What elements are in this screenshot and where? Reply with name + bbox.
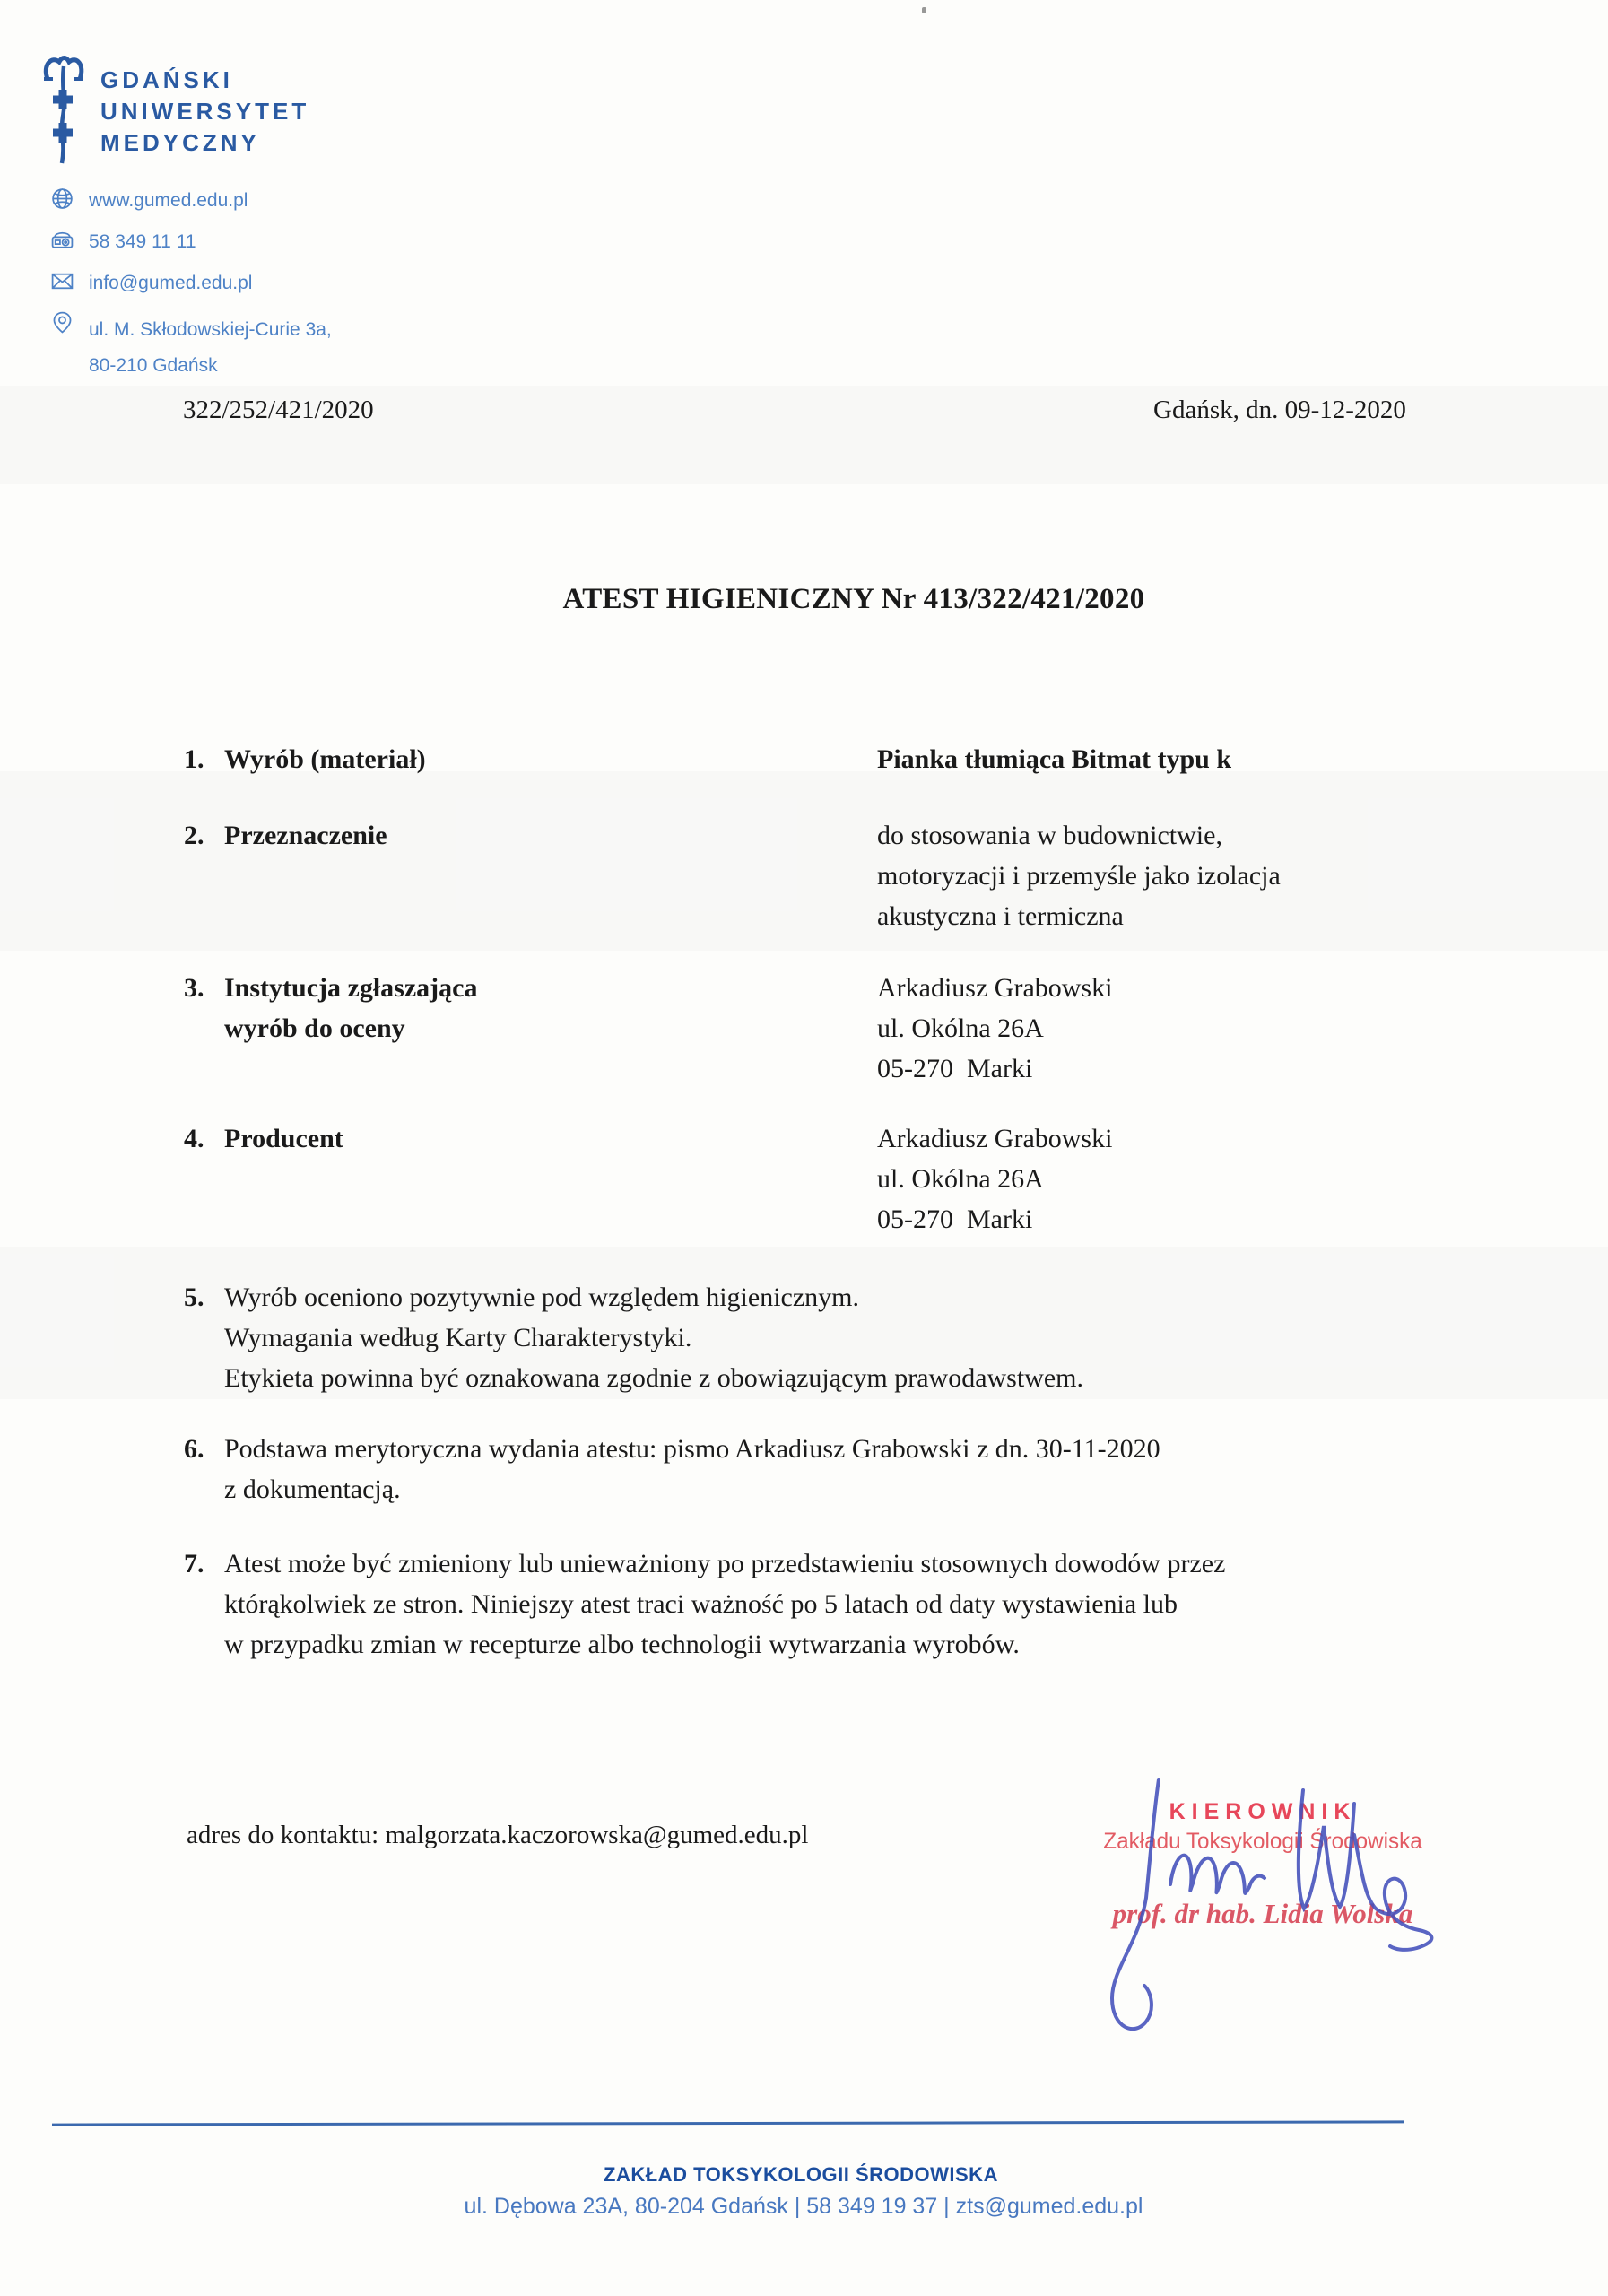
handwritten-signature [1085, 1763, 1444, 2064]
place-and-date: Gdańsk, dn. 09-12-2020 [1153, 396, 1406, 424]
stamp-department: Zakładu Toksykologii Środowiska [1103, 1829, 1422, 1854]
item-label-line: Przeznaczenie [224, 821, 387, 850]
item-purpose [184, 815, 1484, 936]
clause-body [224, 1544, 1484, 1665]
item-number: 1. [184, 744, 204, 774]
item-value-line: 05-270 Marki [877, 1054, 1033, 1083]
university-crest-logo [41, 54, 86, 170]
clause-line: w przypadku zmian w recepturze albo technologii wytwarzania wyrobów. [224, 1630, 1020, 1659]
item-label-line: Instytucja zgłaszająca [224, 973, 478, 1003]
item-value-line: akustyczna i termiczna [877, 901, 1124, 931]
globe-icon [50, 187, 77, 215]
item-label [224, 815, 877, 936]
item-product [184, 739, 1484, 779]
letterhead-address-row [50, 310, 332, 384]
clause-validity [184, 1544, 1484, 1665]
letterhead-address-line1: ul. M. Skłodowskiej-Curie 3a, [89, 319, 332, 340]
document-title: ATEST HIGIENICZNY Nr 413/322/421/2020 [562, 583, 1145, 615]
item-value-line: ul. Okólna 26A [877, 1164, 1044, 1194]
item-value [877, 968, 1484, 1089]
letterhead-email: info@gumed.edu.pl [89, 273, 253, 293]
item-label [224, 739, 877, 779]
letterhead-website: www.gumed.edu.pl [89, 190, 248, 211]
item-label-line: Producent [224, 1124, 343, 1153]
item-value-line: Arkadiusz Grabowski [877, 1124, 1113, 1153]
item-value-line: Pianka tłumiąca Bitmat typu k [877, 744, 1232, 774]
clause-line: Wymagania według Karty Charakterystyki. [224, 1323, 692, 1352]
clause-line: Etykieta powinna być oznakowana zgodnie z obowiązującym prawodawstwem. [224, 1363, 1084, 1393]
item-submitting-institution [184, 968, 1484, 1089]
item-number: 4. [184, 1124, 204, 1153]
letterhead-email-row [50, 269, 252, 298]
university-name-line: UNIWERSYTET [100, 98, 310, 125]
letterhead-address [89, 310, 332, 384]
item-label [224, 1118, 877, 1239]
clause-basis [184, 1429, 1484, 1509]
item-value-line: do stosowania w budownictwie, [877, 821, 1222, 850]
clause-line: Atest może być zmieniony lub unieważniony po przedstawieniu stosownych dowodów przez [224, 1549, 1226, 1578]
letterhead-phone: 58 349 11 11 [89, 231, 196, 252]
university-name-line: GDAŃSKI [100, 66, 233, 93]
reference-number: 322/252/421/2020 [183, 396, 374, 424]
item-label-line: Wyrób (materiał) [224, 744, 426, 774]
item-label-line: wyrób do oceny [224, 1013, 405, 1043]
item-value [877, 739, 1484, 779]
footer-divider [52, 2120, 1404, 2126]
contact-note: adres do kontaktu: malgorzata.kaczorowska@gumed.edu.pl [187, 1821, 809, 1849]
fax-phone-icon [50, 228, 77, 257]
clause-line: Wyrób oceniono pozytywnie pod względem higienicznym. [224, 1283, 860, 1312]
clause-line: Podstawa merytoryczna wydania atestu: pismo Arkadiusz Grabowski z dn. 30-11-2020 [224, 1434, 1160, 1464]
clause-number: 5. [184, 1283, 204, 1312]
item-producer [184, 1118, 1484, 1239]
footer-contact-line: ul. Dębowa 23A, 80-204 Gdańsk | 58 349 19 37 | zts@gumed.edu.pl [464, 2194, 1143, 2219]
clause-line: którąkolwiek ze stron. Niniejszy atest traci ważność po 5 latach od daty wystawienia lub [224, 1589, 1178, 1619]
university-name [100, 65, 309, 159]
item-value-line: Arkadiusz Grabowski [877, 973, 1113, 1003]
location-pin-icon [50, 310, 77, 339]
stamp-signatory-name: prof. dr hab. Lidia Wolska [1112, 1898, 1413, 1929]
clause-line: z dokumentacją. [224, 1474, 401, 1504]
letterhead-address-line2: 80-210 Gdańsk [89, 355, 218, 376]
clause-body [224, 1277, 1484, 1398]
item-value-line: motoryzacji i przemyśle jako izolacja [877, 861, 1281, 891]
clause-number: 6. [184, 1434, 204, 1464]
scan-speck [922, 7, 926, 13]
item-value [877, 815, 1484, 936]
footer-department-name: ZAKŁAD TOKSYKOLOGII ŚRODOWISKA [604, 2163, 998, 2186]
item-value-line: 05-270 Marki [877, 1205, 1033, 1234]
clause-number: 7. [184, 1549, 204, 1578]
university-name-line: MEDYCZNY [100, 129, 260, 156]
letterhead-phone-row [50, 228, 196, 257]
clause-assessment [184, 1277, 1484, 1398]
item-label [224, 968, 877, 1089]
item-value-line: ul. Okólna 26A [877, 1013, 1044, 1043]
item-number: 2. [184, 821, 204, 850]
letterhead-website-row [50, 187, 248, 215]
item-value [877, 1118, 1484, 1239]
envelope-icon [50, 269, 77, 298]
item-number: 3. [184, 973, 204, 1003]
clause-body [224, 1429, 1484, 1509]
stamp-role-title: KIEROWNIK [1169, 1799, 1357, 1824]
